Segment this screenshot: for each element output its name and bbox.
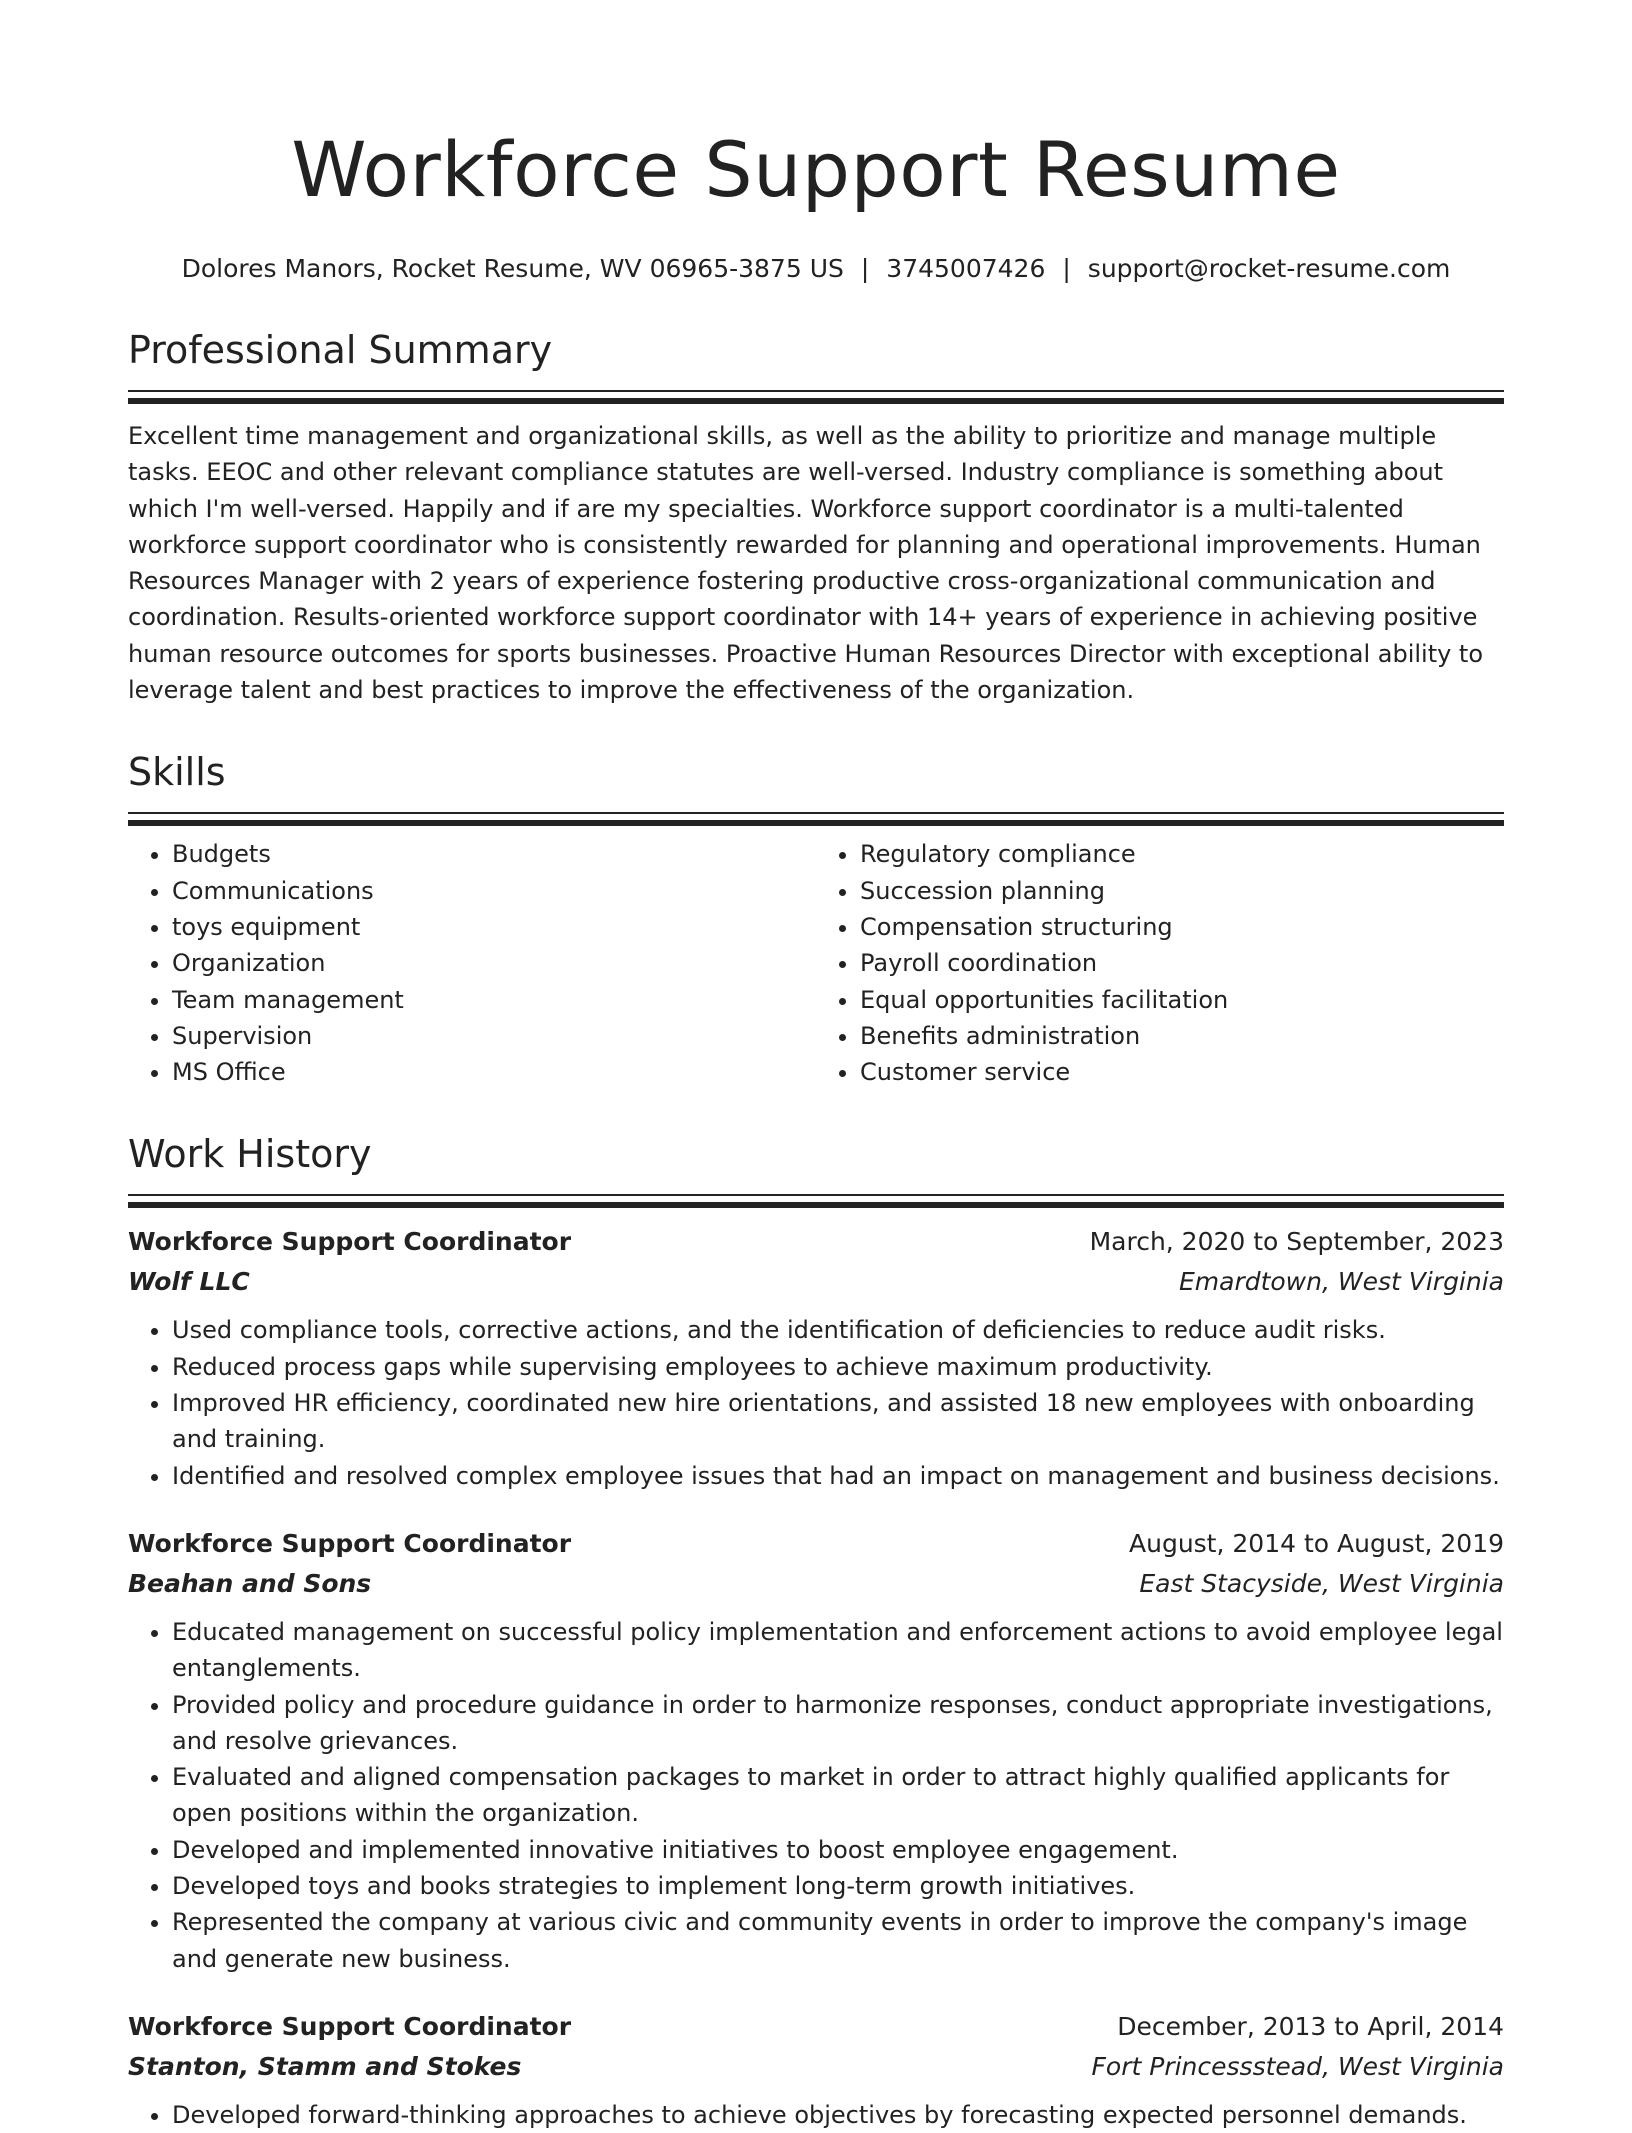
- contact-separator: |: [860, 254, 870, 283]
- contact-line: [128, 252, 1504, 286]
- skill-item: • Regulatory compliance: [860, 836, 1504, 872]
- job-bullet: • Represented the company at various civic and community events in order to improve the company's image and generate new business.: [172, 1904, 1504, 1977]
- skills-section: [128, 746, 1504, 1090]
- contact-separator: |: [1062, 254, 1071, 283]
- skill-item: • Budgets: [172, 836, 816, 872]
- skills-column-right: [816, 836, 1504, 1090]
- job-bullet: • Evaluated and aligned compensation packages to market in order to attract highly qualified applicants for open positions within the organization.: [172, 1759, 1504, 1832]
- skills-heading: Skills: [128, 750, 226, 795]
- skill-item: • Equal opportunities facilitation: [860, 982, 1504, 1018]
- skill-item: • Compensation structuring: [860, 909, 1504, 945]
- job-bullets: [128, 1312, 1504, 1493]
- job-dates: August, 2014 to August, 2019: [1129, 1528, 1504, 1558]
- job-bullets: [128, 2097, 1504, 2133]
- job-bullets: [128, 1614, 1504, 1977]
- job-dates: March, 2020 to September, 2023: [1089, 1227, 1504, 1257]
- job-title: Workforce Support Coordinator: [128, 1227, 572, 1257]
- skill-item: • Organization: [172, 945, 816, 981]
- job-title: Workforce Support Coordinator: [128, 1528, 572, 1558]
- job-bullet: • Improved HR efficiency, coordinated new hire orientations, and assisted 18 new employees with onboarding and training.: [172, 1385, 1504, 1458]
- job-entry: [128, 2007, 1504, 2133]
- work-history-heading: Work History: [128, 1132, 372, 1177]
- skill-item: • Supervision: [172, 1018, 816, 1054]
- summary-text: Excellent time management and organizational skills, as well as the ability to prioritize and manage multiple tasks. EEOC and other relevant compliance statutes are well-versed. Industry compliance is something about which I'm well-versed. Happily and if are my specialties. Workforce support coordinator is a multi-talented workforce support coordinator who is consistently rewarded for planning and operational improvements. Human Resources Manager with 2 years of experience fostering productive cross-organizational communication and coordination. Results-oriented workforce support coordinator with 14+ years of experience in achieving positive human resource outcomes for sports businesses. Proactive Human Resources Director with exceptional ability to leverage talent and best practices to improve the effectiveness of the organization.: [128, 422, 1484, 705]
- job-title: Workforce Support Coordinator: [128, 2011, 572, 2041]
- contact-email: support@rocket-resume.com: [1087, 254, 1451, 283]
- skill-item: • Communications: [172, 873, 816, 909]
- job-bullet: • Developed forward-thinking approaches to achieve objectives by forecasting expected personnel demands.: [172, 2097, 1504, 2133]
- job-company: Beahan and Sons: [128, 1568, 372, 1598]
- summary-heading: Professional Summary: [128, 328, 553, 372]
- job-title-row: [128, 2007, 1504, 2047]
- work-history-section: [128, 1128, 1504, 2133]
- section-divider: [128, 1194, 1504, 1208]
- job-dates: December, 2013 to April, 2014: [1117, 2011, 1504, 2041]
- job-bullet: • Developed and implemented innovative initiatives to boost employee engagement.: [172, 1832, 1504, 1868]
- skill-item: • Benefits administration: [860, 1018, 1504, 1054]
- skill-item: • MS Office: [172, 1054, 816, 1090]
- contact-address: Dolores Manors, Rocket Resume, WV 06965-3875 US: [181, 254, 844, 283]
- section-divider: [128, 812, 1504, 826]
- skill-item: • Customer service: [860, 1054, 1504, 1090]
- job-entry: [128, 1222, 1504, 1493]
- job-bullet: • Provided policy and procedure guidance in order to harmonize responses, conduct appropriate investigations, and resolve grievances.: [172, 1687, 1504, 1760]
- contact-phone: 3745007426: [886, 254, 1046, 283]
- skills-column-left: [128, 836, 816, 1090]
- section-divider: [128, 390, 1504, 404]
- job-bullet: • Developed toys and books strategies to implement long-term growth initiatives.: [172, 1868, 1504, 1904]
- job-company-row: [128, 2047, 1504, 2087]
- job-bullet: • Reduced process gaps while supervising employees to achieve maximum productivity.: [172, 1349, 1504, 1385]
- job-company-row: [128, 1564, 1504, 1604]
- skill-item: • Team management: [172, 982, 816, 1018]
- job-location: East Stacyside, West Virginia: [1139, 1568, 1504, 1598]
- job-location: Emardtown, West Virginia: [1178, 1267, 1504, 1297]
- job-company: Wolf LLC: [128, 1267, 250, 1297]
- job-bullet: • Educated management on successful policy implementation and enforcement actions to avoid employee legal entanglements.: [172, 1614, 1504, 1687]
- job-company-row: [128, 1262, 1504, 1302]
- summary-section: [128, 324, 1504, 708]
- job-bullet: • Identified and resolved complex employee issues that had an impact on management and business decisions.: [172, 1458, 1504, 1494]
- job-location: Fort Princessstead, West Virginia: [1091, 2051, 1504, 2081]
- job-title-row: [128, 1222, 1504, 1262]
- skills-grid: [128, 836, 1504, 1090]
- job-title-row: [128, 1524, 1504, 1564]
- skill-item: • Payroll coordination: [860, 945, 1504, 981]
- skill-item: • Succession planning: [860, 873, 1504, 909]
- job-company: Stanton, Stamm and Stokes: [128, 2051, 522, 2081]
- job-entry: [128, 1524, 1504, 1977]
- job-bullet: • Used compliance tools, corrective actions, and the identification of deficiencies to reduce audit risks.: [172, 1312, 1504, 1348]
- skill-item: • toys equipment: [172, 909, 816, 945]
- resume-title: Workforce Support Resume: [291, 125, 1341, 214]
